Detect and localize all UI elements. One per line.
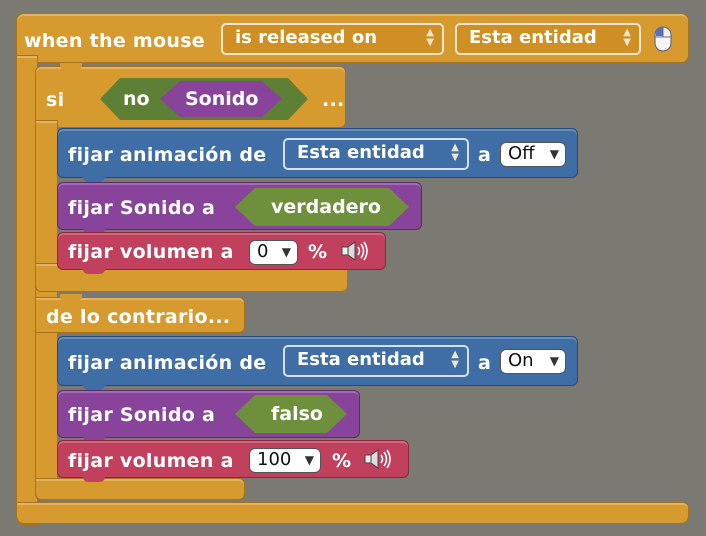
volume-value: 0 [257, 241, 269, 262]
volume-value: 100 [257, 449, 292, 470]
mouse-event-dropdown[interactable] [221, 23, 444, 55]
animation-connector: a [478, 144, 492, 166]
block-notch [83, 267, 105, 274]
variable-name: Sonido [185, 88, 259, 110]
not-label: no [123, 88, 150, 110]
block-notch [60, 294, 82, 301]
set-sonido-label: fijar Sonido a [68, 404, 216, 426]
if-keyword: si [46, 89, 65, 111]
animation-target-dropdown[interactable] [283, 138, 469, 170]
volume-value-dropdown[interactable] [249, 448, 321, 473]
animation-connector: a [478, 352, 492, 374]
updown-arrows-icon: ▲ ▼ [451, 349, 459, 370]
animation-target-value: Esta entidad [297, 349, 425, 370]
volume-value-dropdown[interactable] [249, 240, 298, 265]
set-animation-label: fijar animación de [68, 352, 267, 374]
dropdown-arrow-icon: ▼ [549, 147, 559, 161]
else-c-bottom [35, 478, 245, 500]
speaker-icon [339, 240, 373, 262]
volume-unit: % [308, 241, 328, 263]
animation-value-dropdown[interactable] [500, 349, 566, 374]
set-volume-label: fijar volumen a [68, 241, 234, 263]
else-label: de lo contrario... [46, 306, 231, 328]
animation-value: Off [508, 143, 535, 164]
animation-value-dropdown[interactable] [500, 142, 566, 167]
dropdown-arrow-icon: ▼ [281, 245, 291, 259]
dropdown-arrow-icon: ▼ [549, 354, 559, 368]
hat-target-value: Esta entidad [469, 27, 597, 48]
block-notch [83, 475, 105, 482]
hat-target-dropdown[interactable] [455, 23, 641, 55]
hat-label: when the mouse [24, 30, 205, 52]
if-ellipsis: ... [322, 89, 345, 111]
speaker-icon [362, 448, 396, 470]
set-animation-label: fijar animación de [68, 144, 267, 166]
mouse-event-value: is released on [235, 27, 378, 48]
set-volume-label: fijar volumen a [68, 450, 234, 472]
animation-target-dropdown[interactable] [283, 345, 469, 377]
dropdown-arrow-icon: ▼ [304, 453, 314, 467]
updown-arrows-icon: ▲ ▼ [451, 142, 459, 163]
mouse-icon [654, 26, 672, 52]
true-label: verdadero [271, 196, 381, 218]
block-notch [83, 175, 105, 182]
volume-unit: % [332, 450, 352, 472]
animation-target-value: Esta entidad [297, 142, 425, 163]
hat-c-bottom [16, 502, 689, 524]
block-notch [83, 383, 105, 390]
set-sonido-label: fijar Sonido a [68, 197, 216, 219]
block-notch [60, 63, 82, 70]
updown-arrows-icon: ▲ ▼ [623, 27, 631, 48]
false-label: falso [271, 403, 323, 425]
animation-value: On [508, 350, 534, 371]
updown-arrows-icon: ▲ ▼ [426, 27, 434, 48]
